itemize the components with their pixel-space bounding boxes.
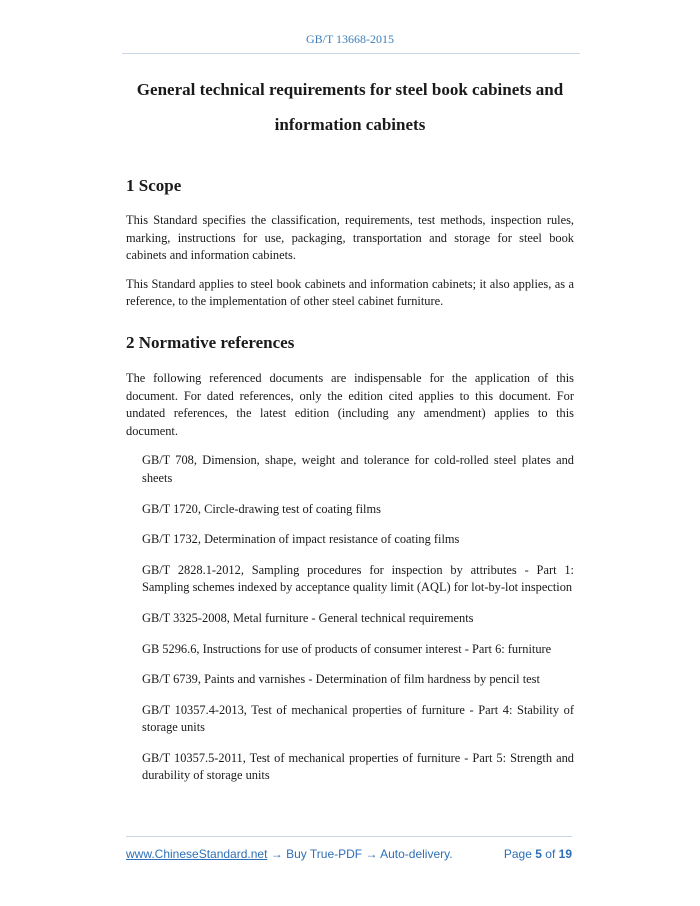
document-title bbox=[110, 72, 590, 142]
reference-item: GB/T 6739, Paints and varnishes - Determination of film hardness by pencil test bbox=[142, 672, 540, 687]
page-word: Page bbox=[503, 847, 532, 861]
title-line-2: information cabinets bbox=[274, 115, 426, 134]
reference-item: GB/T 10357.4-2013, Test of mechanical properties of furniture - Part 4: Stability of storage units bbox=[142, 702, 574, 735]
header-standard-code: GB/T 13668-2015 bbox=[305, 32, 395, 46]
reference-item: GB/T 1732, Determination of impact resistance of coating films bbox=[142, 532, 460, 547]
section-heading-scope: 1 Scope bbox=[126, 176, 182, 195]
reference-item: GB/T 708, Dimension, shape, weight and tolerance for cold-rolled steel plates and sheets bbox=[142, 453, 574, 485]
reference-item: GB 5296.6, Instructions for use of products of consumer interest - Part 6: furniture bbox=[142, 641, 552, 656]
section-normative-references bbox=[126, 331, 574, 785]
of-word: of bbox=[545, 847, 556, 861]
section-scope bbox=[126, 174, 574, 311]
page-current-number: 5 bbox=[535, 847, 542, 861]
page-footer bbox=[126, 847, 572, 861]
reference-item: GB/T 3325-2008, Metal furniture - General technical requirements bbox=[142, 610, 474, 625]
reference-item: GB/T 2828.1-2012, Sampling procedures for inspection by attributes - Part 1: Sampling schemes indexed by acceptance quality limit (AQL) for lot-by-lot inspection bbox=[142, 562, 574, 595]
section-heading-normative-references: 2 Normative references bbox=[126, 332, 295, 352]
scope-paragraph-1: This Standard specifies the classification, requirements, test methods, inspection rules, marking, instructions for use, packaging, transportation and storage for steel book cabinets and information cabinets. bbox=[126, 213, 574, 263]
title-line-1: General technical requirements for steel book cabinets and bbox=[136, 80, 564, 99]
page-counter bbox=[504, 847, 572, 861]
scope-paragraph-2: This Standard applies to steel book cabinets and information cabinets; it also applies, as a reference, to the implementation of other steel cabinet furniture. bbox=[126, 276, 574, 309]
document-body bbox=[126, 174, 574, 785]
page-total-number: 19 bbox=[558, 847, 572, 861]
footer-tagline: → Buy True-PDF → Auto-delivery. bbox=[267, 847, 453, 861]
reference-item: GB/T 1720, Circle-drawing test of coating films bbox=[142, 501, 381, 516]
website-link[interactable]: www.ChineseStandard.net bbox=[126, 847, 268, 861]
footer-divider bbox=[126, 836, 572, 837]
reference-item: GB/T 10357.5-2011, Test of mechanical properties of furniture - Part 5: Strength and durability of storage units bbox=[142, 750, 574, 783]
header-divider bbox=[122, 53, 580, 54]
references-intro-paragraph: The following referenced documents are indispensable for the application of this document. For dated references, only the edition cited applies to this document. For undated references, the latest edition (including any amendment) applies to this document. bbox=[126, 370, 574, 438]
